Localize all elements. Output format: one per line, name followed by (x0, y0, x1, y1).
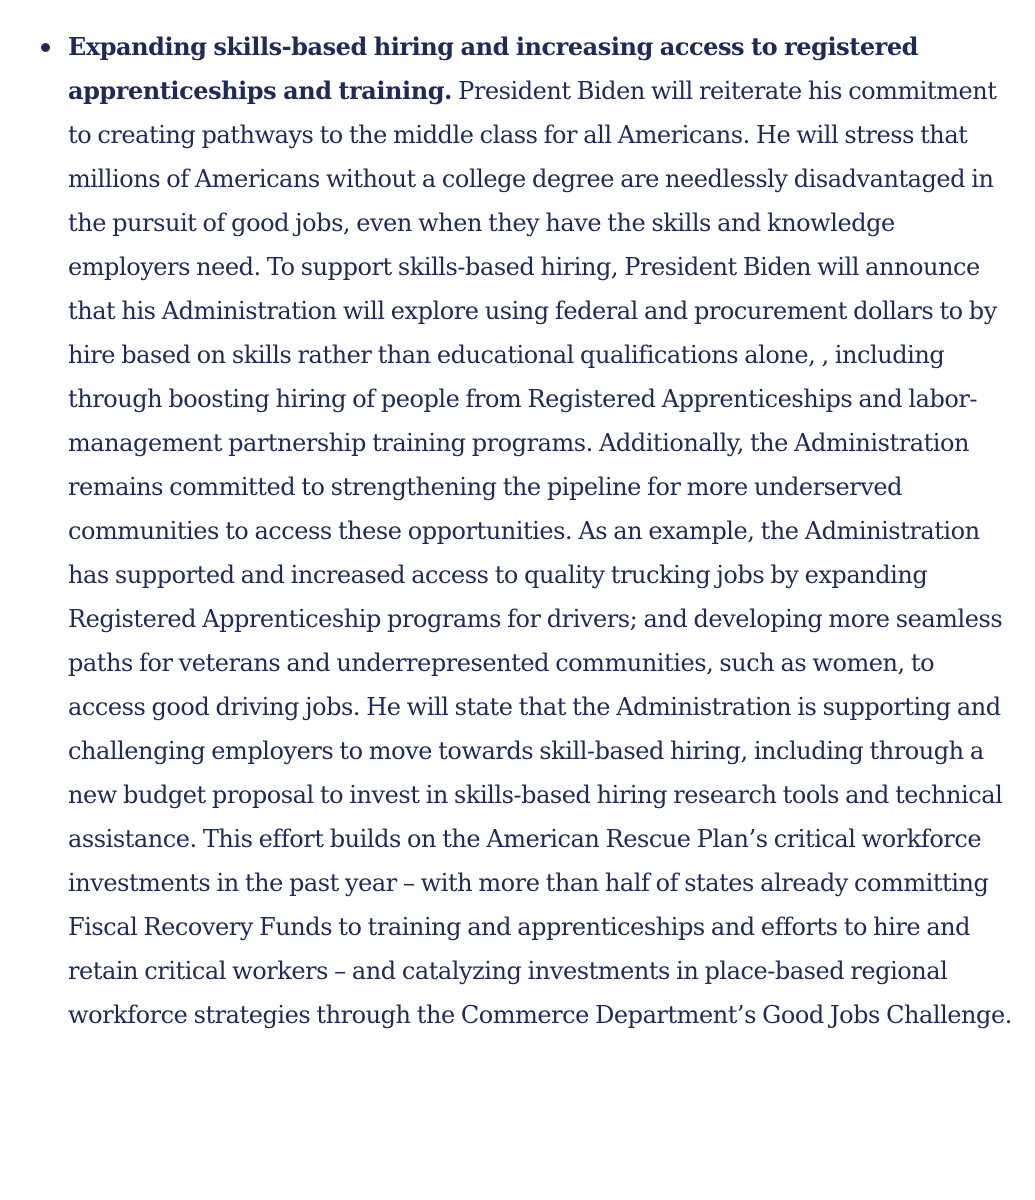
bullet-body: President Biden will reiterate his commitment to creating pathways to the middle class for all Americans. He will stress that millions of Americans without a college degree are needlessly disadvantaged in the pursuit of good jobs, even when they have the skills and knowledge employers need. To support skills-based hiring, President Biden will announce that his Administration will explore using federal and procurement dollars to by hire based on skills rather than educational qualifications alone, , including through boosting hiring of people from Registered Apprenticeships and labor-management partnership training programs. Additionally, the Administration remains committed to strengthening the pipeline for more underserved communities to access these opportunities. As an example, the Administration has supported and increased access to quality trucking jobs by expanding Registered Apprenticeship programs for drivers; and developing more seamless paths for veterans and underrepresented communities, such as women, to access good driving jobs. He will state that the Administration is supporting and challenging employers to move towards skill-based hiring, including through a new budget proposal to invest in skills-based hiring research tools and technical assistance. This effort builds on the American Rescue Plan’s critical workforce investments in the past year – with more than half of states already committing Fiscal Recovery Funds to training and apprenticeships and efforts to hire and retain critical workers – and catalyzing investments in place-based regional workforce strategies through the Commerce Department’s Good Jobs Challenge. (68, 77, 1012, 1029)
bullet-heading: Expanding skills-based hiring and increasing access to registered apprenticeships and training. (68, 32, 918, 105)
bullet-dot-icon (41, 43, 50, 52)
